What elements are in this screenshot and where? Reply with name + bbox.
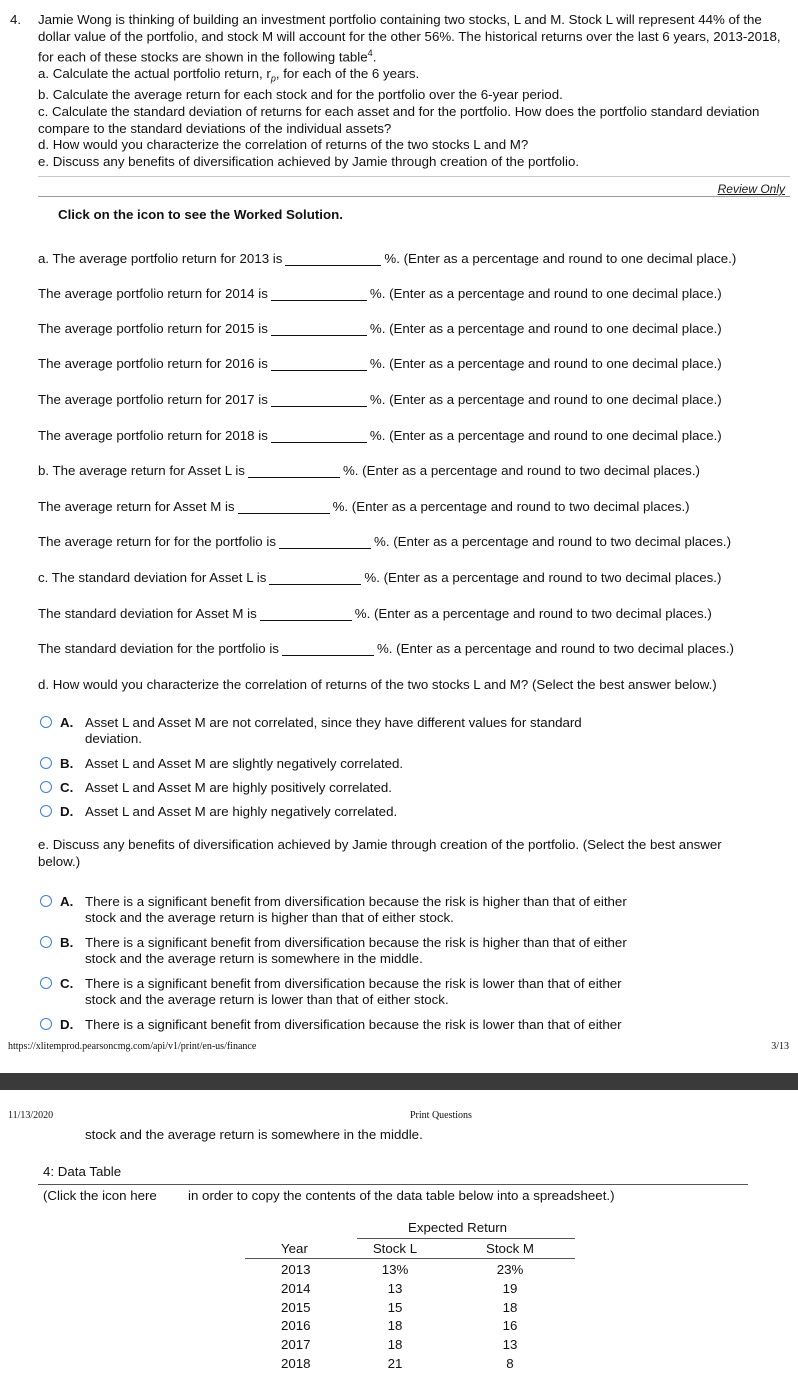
answer-row-2018: The average portfolio return for 2018 is %. (Enter as a percentage and round to one decimal place.) [38, 428, 722, 443]
answer-input[interactable] [269, 570, 361, 585]
answer-row-avg-portfolio: The average return for for the portfolio is %. (Enter as a percentage and round to two decimal places.) [38, 534, 731, 549]
answer-input[interactable] [271, 428, 367, 443]
cell-year: 2014 [281, 1281, 311, 1296]
cell-stock-l: 13% [381, 1262, 409, 1277]
cell-year: 2013 [281, 1262, 311, 1277]
answer-row-sd-m: The standard deviation for Asset M is %. (Enter as a percentage and round to two decimal places.) [38, 606, 712, 621]
answer-input[interactable] [238, 499, 330, 514]
radio-button[interactable] [40, 805, 52, 817]
answer-input[interactable] [279, 534, 371, 549]
answer-input[interactable] [248, 463, 340, 478]
cell-stock-m: 8 [506, 1356, 514, 1371]
answer-row-2016: The average portfolio return for 2016 is %. (Enter as a percentage and round to one decimal place.) [38, 356, 722, 371]
radio-button[interactable] [40, 781, 52, 793]
answer-input[interactable] [271, 392, 367, 407]
cell-stock-l: 18 [387, 1337, 403, 1352]
question-part-d: d. How would you characterize the correlation of returns of the two stocks L and M? [38, 137, 529, 153]
cell-stock-l: 21 [387, 1356, 403, 1371]
question-part-c: c. Calculate the standard deviation of returns for each asset and for the portfolio. How does the portfolio standard deviation compare to the standard deviations of the individual assets? [38, 104, 760, 136]
divider [245, 1258, 575, 1259]
answer-row-avg-l: b. The average return for Asset L is %. (Enter as a percentage and round to two decimal places.) [38, 463, 700, 478]
review-only-label: Review Only [717, 182, 785, 196]
answer-row-2013: a. The average portfolio return for 2013 is %. (Enter as a percentage and round to one decimal place.) [38, 251, 737, 266]
cell-stock-m: 19 [502, 1281, 518, 1296]
cell-year: 2018 [281, 1356, 311, 1371]
radio-button[interactable] [40, 895, 52, 907]
data-table-title: 4: Data Table [43, 1164, 122, 1179]
table-row [245, 1318, 575, 1336]
part-e-option-d[interactable]: D. There is a significant benefit from diversification because the risk is lower than that of either [40, 1017, 660, 1033]
answer-row-2014: The average portfolio return for 2014 is %. (Enter as a percentage and round to one decimal place.) [38, 286, 722, 301]
part-d-prompt: d. How would you characterize the correlation of returns of the two stocks L and M? (Select the best answer below.) [38, 677, 717, 692]
table-header-row [245, 1241, 575, 1259]
cell-stock-m: 16 [502, 1318, 518, 1333]
cell-year: 2016 [281, 1318, 311, 1333]
answer-row-sd-portfolio: The standard deviation for the portfolio is %. (Enter as a percentage and round to two decimal places.) [38, 641, 734, 656]
answer-input[interactable] [271, 286, 367, 301]
table-row [245, 1337, 575, 1355]
cell-stock-m: 23% [496, 1262, 524, 1277]
radio-button[interactable] [40, 716, 52, 728]
cell-stock-l: 13 [387, 1281, 403, 1296]
table-row [245, 1281, 575, 1299]
table-row [245, 1356, 575, 1374]
part-d-option-d[interactable]: D. Asset L and Asset M are highly negatively correlated. [40, 804, 660, 820]
question-body [38, 12, 788, 170]
answer-row-avg-m: The average return for Asset M is %. (Enter as a percentage and round to two decimal places.) [38, 499, 690, 514]
footnote-mark: 4 [367, 48, 373, 59]
question-number: 4. [10, 12, 22, 27]
divider [38, 176, 790, 177]
divider [38, 1184, 748, 1185]
footer-page-number: 3/13 [771, 1041, 789, 1052]
part-d-option-b[interactable]: B. Asset L and Asset M are slightly negatively correlated. [40, 756, 660, 772]
part-e-prompt: e. Discuss any benefits of diversification achieved by Jamie through creation of the portfolio. (Select the best answer below.) [38, 837, 722, 869]
part-e-option-b[interactable]: B. There is a significant benefit from diversification because the risk is higher than that of either stock and the average return is somewhere in the middle. [40, 935, 660, 968]
table-row [245, 1300, 575, 1318]
table-row [245, 1262, 575, 1280]
column-header-stock-m: Stock M [485, 1241, 535, 1256]
print-title: Print Questions [410, 1110, 472, 1121]
cell-year: 2015 [281, 1300, 311, 1315]
answer-input[interactable] [271, 321, 367, 336]
answer-input[interactable] [271, 356, 367, 371]
answer-row-2017: The average portfolio return for 2017 is %. (Enter as a percentage and round to one decimal place.) [38, 392, 722, 407]
question-part-e: e. Discuss any benefits of diversification achieved by Jamie through creation of the portfolio. [38, 153, 580, 169]
page-break-band [0, 1073, 798, 1090]
cell-stock-m: 13 [502, 1337, 518, 1352]
cell-year: 2017 [281, 1337, 311, 1352]
part-e-option-d-continuation: stock and the average return is somewhere in the middle. [85, 1127, 423, 1142]
answer-row-sd-l: c. The standard deviation for Asset L is %. (Enter as a percentage and round to two decimal places.) [38, 570, 722, 585]
radio-button[interactable] [40, 977, 52, 989]
cell-stock-l: 18 [387, 1318, 403, 1333]
answer-input[interactable] [282, 641, 374, 656]
footer-url: https://xlitemprod.pearsoncmg.com/api/v1/print/en-us/finance [8, 1041, 257, 1052]
cell-stock-l: 15 [387, 1300, 403, 1315]
answer-input[interactable] [285, 251, 381, 266]
print-date: 11/13/2020 [8, 1110, 54, 1121]
radio-button[interactable] [40, 757, 52, 769]
copy-icon-link[interactable]: (Click the icon here [43, 1188, 157, 1203]
question-part-b: b. Calculate the average return for each stock and for the portfolio over the 6-year period. [38, 87, 563, 103]
radio-button[interactable] [40, 1018, 52, 1030]
question-part-a: a. Calculate the actual portfolio return, $r_p$, for each of the 6 years. [38, 66, 420, 84]
table-super-header: Expected Return [408, 1220, 508, 1235]
data-table-instruction: in order to copy the contents of the data table below into a spreadsheet.) [188, 1188, 615, 1203]
answer-input[interactable] [260, 606, 352, 621]
divider [38, 196, 790, 197]
part-d-option-a[interactable]: A. Asset L and Asset M are not correlated, since they have different values for standard deviation. [40, 715, 660, 748]
cell-stock-m: 18 [502, 1300, 518, 1315]
part-e-option-c[interactable]: C. There is a significant benefit from diversification because the risk is lower than that of either stock and the average return is lower than that of either stock. [40, 976, 660, 1009]
print-page-2 [0, 1090, 798, 1380]
column-header-year: Year [281, 1241, 308, 1256]
worked-solution-link[interactable]: Click on the icon to see the Worked Solution. [58, 207, 343, 222]
question-intro: Jamie Wong is thinking of building an investment portfolio containing two stocks, L and M. Stock L will represent 44% of the dollar value of the portfolio, and stock M will account for the other 56%. The historical returns over the last 6 years, 2013-2018, for each of these stocks are shown in the following table$^4$. [38, 12, 781, 65]
answer-row-2015: The average portfolio return for 2015 is %. (Enter as a percentage and round to one decimal place.) [38, 321, 722, 336]
part-e-option-a[interactable]: A. There is a significant benefit from diversification because the risk is higher than that of either stock and the average return is higher than that of either stock. [40, 894, 660, 927]
radio-button[interactable] [40, 936, 52, 948]
divider [357, 1238, 575, 1239]
column-header-stock-l: Stock L [372, 1241, 418, 1256]
part-d-option-c[interactable]: C. Asset L and Asset M are highly positively correlated. [40, 780, 660, 796]
